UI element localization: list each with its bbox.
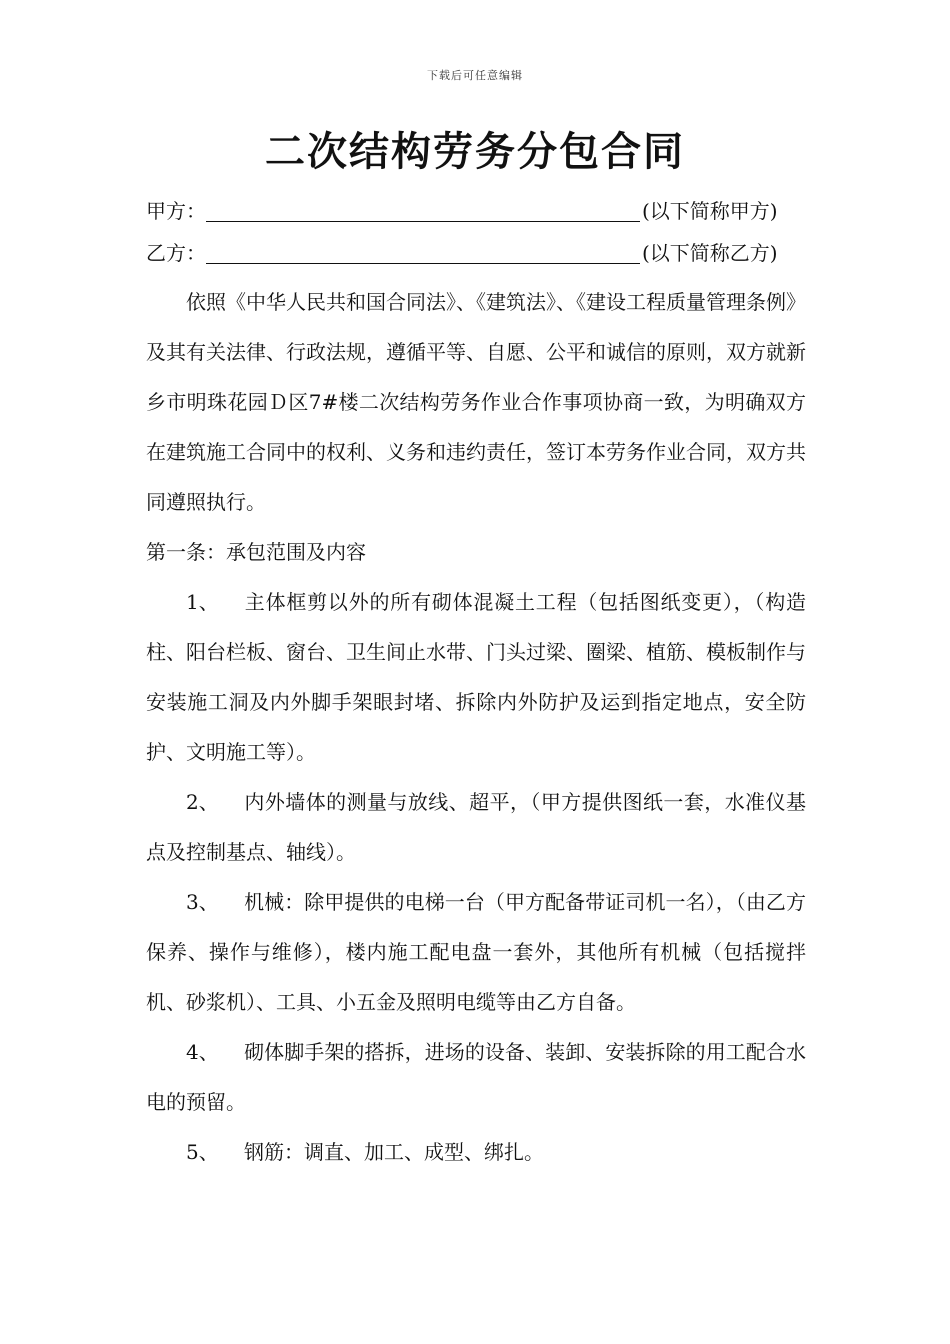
article-1-item [146,877,806,1027]
item-text: 钢筋：调直、加工、成型、绑扎。 [244,1140,544,1164]
article-1-item [146,1027,806,1127]
party-a-blank [206,199,640,222]
item-number: 2、 [186,790,219,814]
intro-paragraph: 依照《中华人民共和国合同法》、《建筑法》、《建设工程质量管理条例》及其有关法律、行政法规，遵循平等、自愿、公平和诚信的原则，双方就新乡市明珠花园Ｄ区7#楼二次结构劳务作业合作事项协商一致，为明确双方在建筑施工合同中的权利、义务和违约责任，签订本劳务作业合同，双方共同遵照执行。 [146,290,806,514]
contract-body [146,277,806,1177]
header-note: 下载后可任意编辑 [427,69,523,82]
item-text: 砌体脚手架的搭拆，进场的设备、装卸、安装拆除的用工配合水电的预留。 [146,1040,806,1114]
party-a-line [146,189,806,229]
item-number: 5、 [186,1140,219,1164]
item-number: 1、 [186,590,219,614]
item-text: 机械：除甲提供的电梯一台（甲方配备带证司机一名），（由乙方保养、操作与维修），楼内施工配电盘一套外，其他所有机械（包括搅拌机、砂浆机）、工具、小五金及照明电缆等由乙方自备。 [146,890,806,1014]
article-1-heading: 第一条：承包范围及内容 [146,540,366,564]
item-number: 4、 [186,1040,219,1064]
item-text: 内外墙体的测量与放线、超平，（甲方提供图纸一套，水准仪基点及控制基点、轴线）。 [146,790,806,864]
party-b-blank [206,241,640,264]
article-1-item [146,777,806,877]
document-title: 二次结构劳务分包合同 [265,128,685,175]
article-1-item [146,1127,806,1177]
party-a-label: 甲方： [146,198,206,223]
item-number: 3、 [186,890,219,914]
party-b-suffix: (以下简称乙方) [642,240,778,265]
party-a-suffix: (以下简称甲方) [642,198,778,223]
article-1-item [146,577,806,777]
party-b-label: 乙方： [146,240,206,265]
item-text: 主体框剪以外的所有砌体混凝土工程（包括图纸变更），（构造柱、阳台栏板、窗台、卫生间止水带、门头过梁、圈梁、植筋、模板制作与安装施工洞及内外脚手架眼封堵、拆除内外防护及运到指定地点，安全防护、文明施工等）。 [146,590,806,764]
party-b-line [146,231,806,271]
